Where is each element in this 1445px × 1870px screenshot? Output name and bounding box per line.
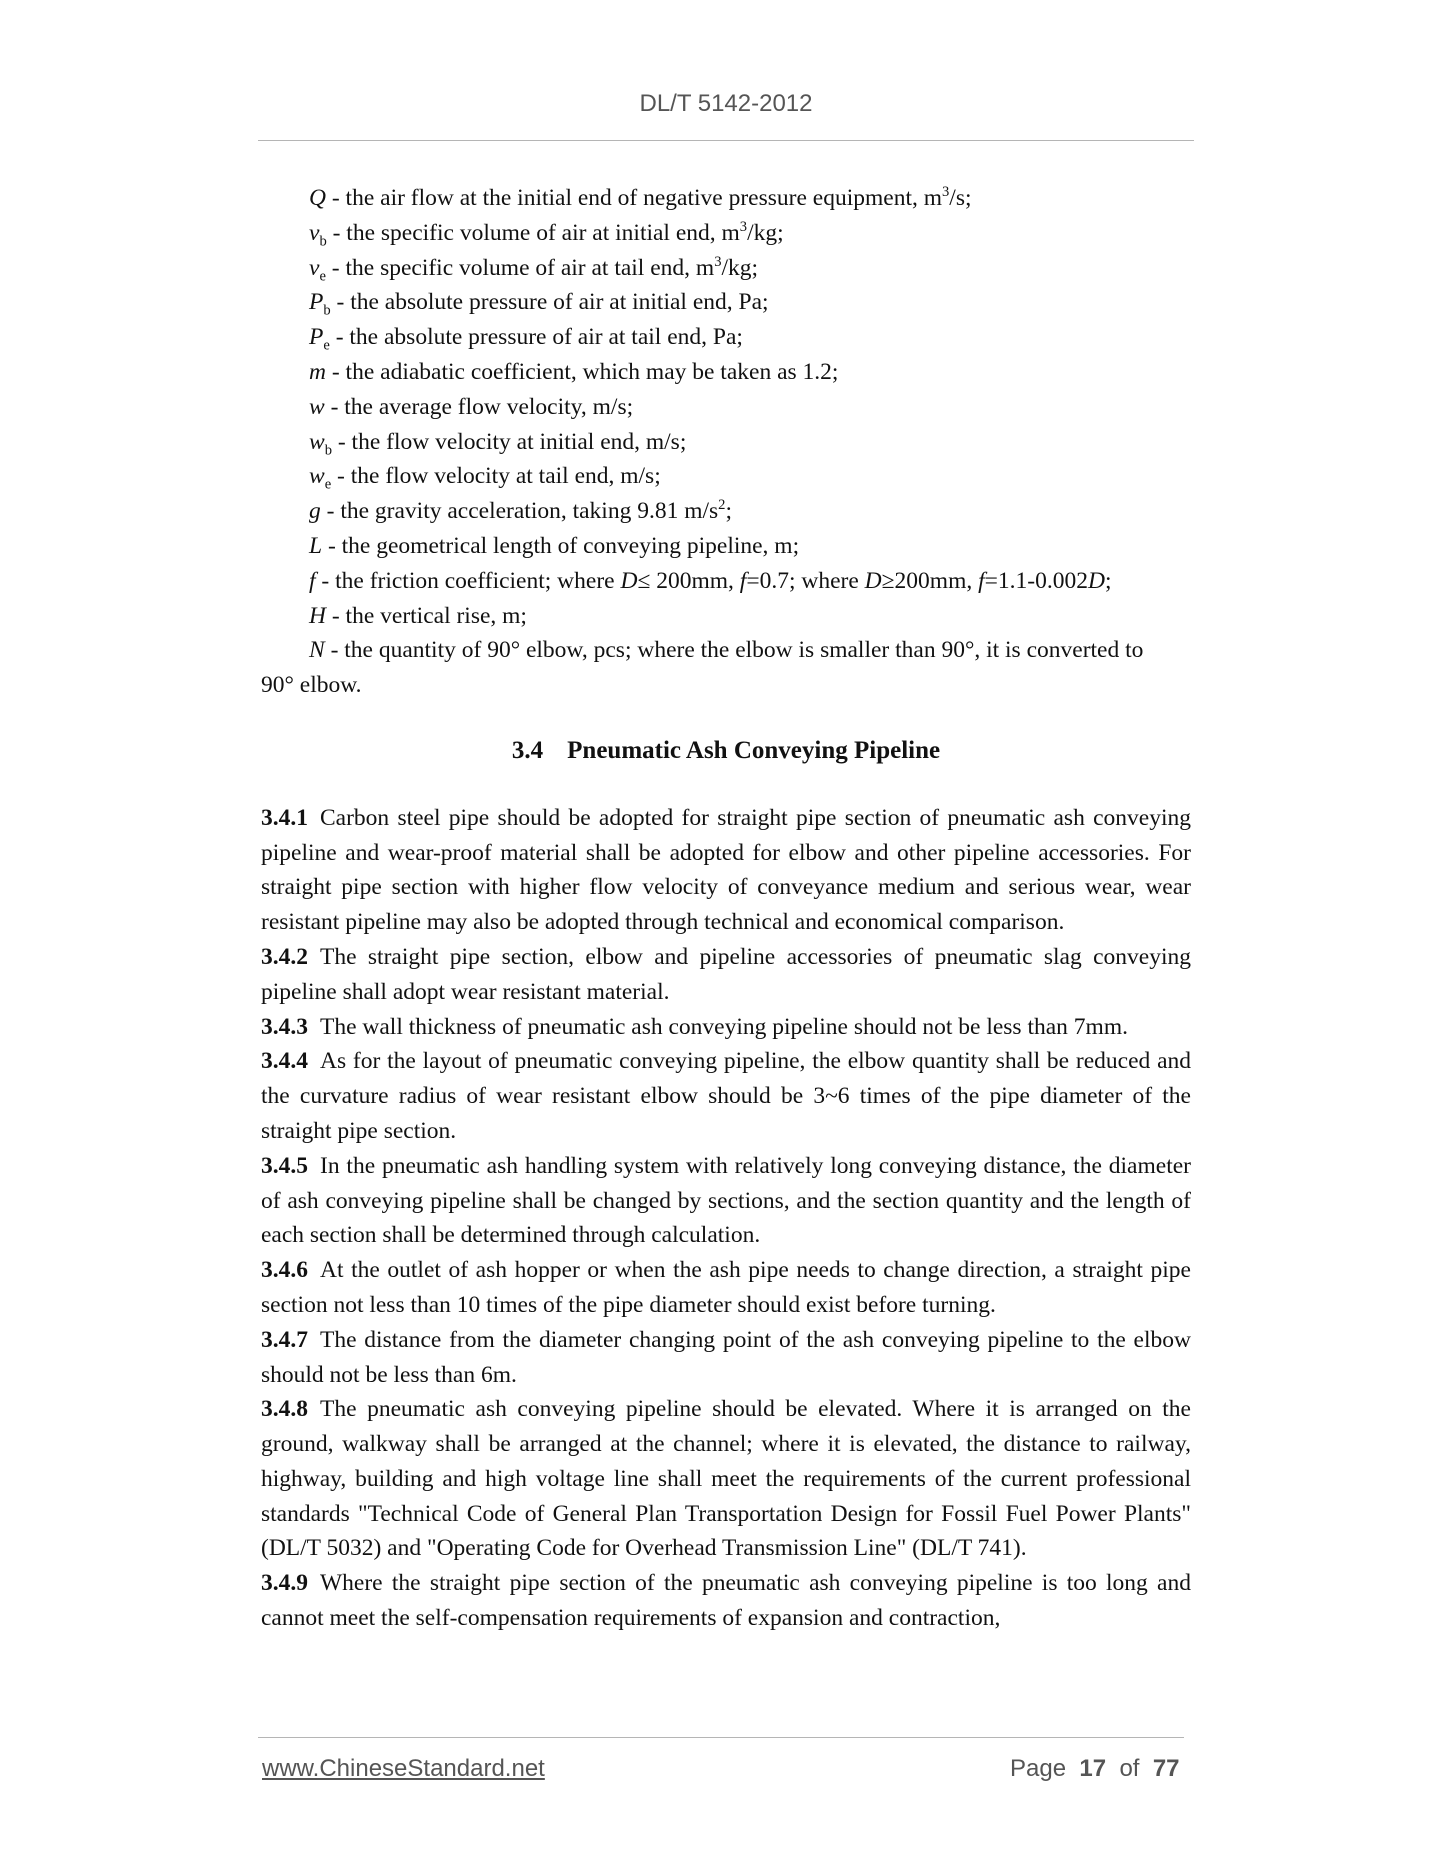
page-total: 77 xyxy=(1152,1755,1180,1782)
clause xyxy=(261,1323,1191,1393)
symbol-definition: Q - the air flow at the initial end of negative pressure equipment, $m^3/s$; xyxy=(309,184,972,211)
section-title: Pneumatic Ash Conveying Pipeline xyxy=(567,736,941,764)
symbol-definition: m - the adiabatic coefficient, which may be taken as 1.2; xyxy=(309,358,839,385)
symbol-definition: g - the gravity acceleration, taking 9.81 $m/s^2$; xyxy=(309,497,732,525)
section-number: 3.4 xyxy=(511,736,544,764)
clause-text: As for the layout of pneumatic conveying pipeline, the elbow quantity shall be reduced and the curvature radius of wear resistant elbow should be 3~6 times of the pipe diameter of the straight pipe section. xyxy=(261,1048,1191,1144)
elbow-quantity-definition: N - the quantity of 90° elbow, pcs; where the elbow is smaller than 90°, it is converted to xyxy=(309,637,1144,664)
clause-text: Where the straight pipe section of the pneumatic ash conveying pipeline is too long and cannot meet the self-compensation requirements of expansion and contraction, xyxy=(261,1570,1191,1632)
symbol-definition: $P_b$ - the absolute pressure of air at initial end, Pa; xyxy=(309,289,769,320)
clause-list xyxy=(261,801,1191,1636)
symbol-definition: $w_e$ - the flow velocity at tail end, m/s; xyxy=(309,463,661,494)
clause-number: 3.4.4 xyxy=(261,1048,308,1075)
clause-number: 3.4.9 xyxy=(261,1570,308,1597)
page-body xyxy=(261,181,1191,1636)
website-link[interactable]: www.ChineseStandard.net xyxy=(262,1755,545,1782)
header-divider xyxy=(258,140,1194,141)
clause xyxy=(261,1044,1191,1148)
footer-divider xyxy=(258,1737,1184,1738)
symbol-definition: L - the geometrical length of conveying pipeline, m; xyxy=(309,532,800,559)
clause-number: 3.4.5 xyxy=(261,1152,308,1179)
clause-text: At the outlet of ash hopper or when the ash pipe needs to change direction, a straight pipe section not less than 10 times of the pipe diameter should exist before turning. xyxy=(261,1257,1191,1318)
section-heading xyxy=(261,734,1191,769)
symbol-definitions xyxy=(261,181,1191,703)
clause xyxy=(261,1392,1191,1566)
clause xyxy=(261,801,1191,940)
clause-text: The wall thickness of pneumatic ash conveying pipeline should not be less than 7mm. xyxy=(320,1013,1128,1040)
symbol-definition: $w_b$ - the flow velocity at initial end, m/s; xyxy=(309,428,687,459)
friction-coefficient-definition: f - the friction coefficient; where D≤ 200mm, f=0.7; where D≥200mm, f=1.1-0.002D; xyxy=(309,567,1112,594)
page-indicator: Page 17 of 77 xyxy=(1010,1755,1180,1782)
clause xyxy=(261,1149,1191,1253)
clause xyxy=(261,1253,1191,1323)
symbol-definition: $v_e$ - the specific volume of air at tail end, $m^3/kg$; xyxy=(309,253,759,285)
clause-number: 3.4.2 xyxy=(261,943,308,970)
clause-number: 3.4.7 xyxy=(261,1326,308,1353)
page-number: 17 xyxy=(1079,1755,1107,1782)
vertical-rise-definition: H - the vertical rise, m; xyxy=(309,602,527,629)
clause-number: 3.4.6 xyxy=(261,1257,308,1284)
clause xyxy=(261,940,1191,1010)
document-header: DL/T 5142-2012 xyxy=(639,90,813,117)
clause-number: 3.4.1 xyxy=(261,804,308,831)
clause-text: The straight pipe section, elbow and pipeline accessories of pneumatic slag conveying pipeline shall adopt wear resistant material. xyxy=(261,943,1191,1005)
clause-number: 3.4.8 xyxy=(261,1396,308,1423)
symbol-definition: $P_e$ - the absolute pressure of air at tail end, Pa; xyxy=(309,324,743,354)
clause-text: Carbon steel pipe should be adopted for straight pipe section of pneumatic ash conveying pipeline and wear-proof material shall be adopted for elbow and other pipeline accessories. For straight pipe section with higher flow velocity of conveyance medium and serious wear, wear resistant pipeline may also be adopted through technical and economical comparison. xyxy=(261,804,1191,936)
clause-number: 3.4.3 xyxy=(261,1013,308,1040)
clause-text: The distance from the diameter changing point of the ash conveying pipeline to the elbow should not be less than 6m. xyxy=(261,1326,1191,1388)
symbol-definition: w - the average flow velocity, m/s; xyxy=(309,393,634,420)
clause-text: In the pneumatic ash handling system with relatively long conveying distance, the diameter of ash conveying pipeline shall be changed by sections, and the section quantity and the length of each section shall be determined through calculation. xyxy=(261,1152,1191,1249)
symbol-definition: $v_b$ - the specific volume of air at initial end, $m^3/kg$; xyxy=(309,218,784,250)
clause-text: The pneumatic ash conveying pipeline should be elevated. Where it is arranged on the ground, walkway shall be arranged at the channel; where it is elevated, the distance to railway, highway, building and high voltage line shall meet the requirements of the current professional standards "Technical Code of General Plan Transportation Design for Fossil Fuel Power Plants" (DL/T 5032) and "Operating Code for Overhead Transmission Line" (DL/T 741). xyxy=(261,1396,1191,1562)
clause xyxy=(261,1010,1191,1045)
clause xyxy=(261,1566,1191,1636)
elbow-quantity-continuation: 90° elbow. xyxy=(261,672,362,699)
